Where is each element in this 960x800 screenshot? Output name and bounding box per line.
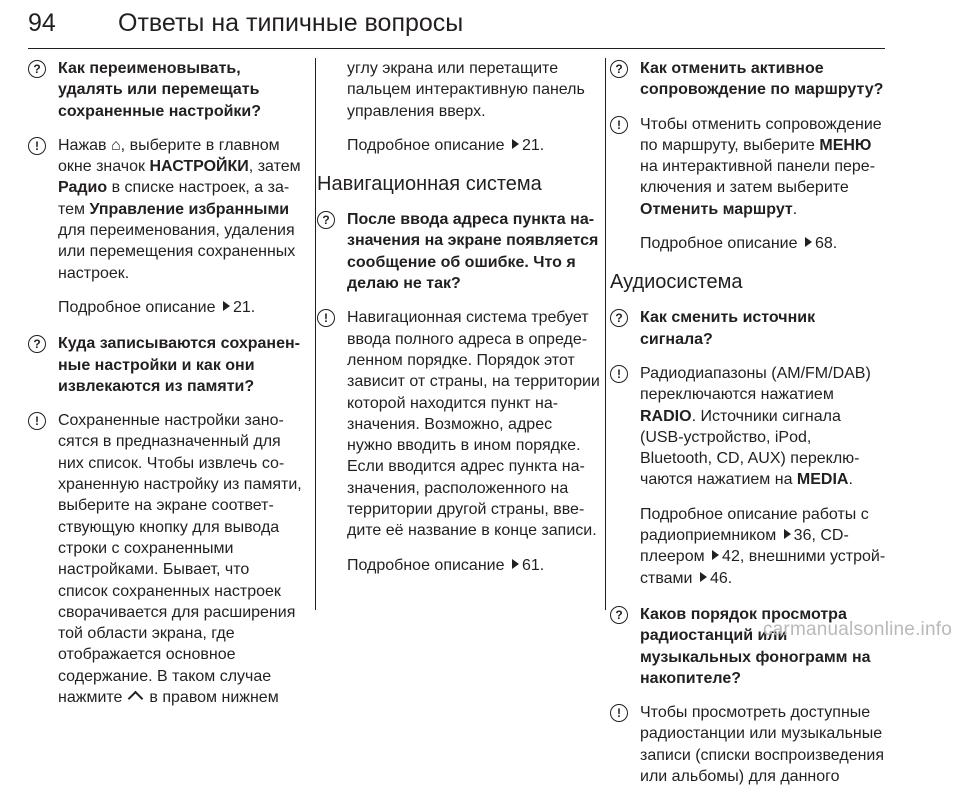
question-block bbox=[28, 58, 302, 122]
question-text: Куда записываются сохраненные настройки и как они извлекаются из памяти? bbox=[58, 335, 300, 395]
question-block bbox=[28, 333, 302, 397]
question-block bbox=[610, 307, 887, 350]
continued-text: углу экрана или перетащите пальцем интерактивную панель управления вверх. bbox=[347, 60, 585, 120]
question-icon: ? bbox=[28, 60, 46, 78]
info-icon: ! bbox=[610, 704, 628, 722]
answer-block bbox=[317, 307, 601, 541]
section-heading: Аудиосистема bbox=[610, 271, 743, 294]
question-icon: ? bbox=[610, 309, 628, 327]
watermark: carmanualsonline.info bbox=[762, 619, 952, 640]
reference-line: Подробное описание 21. bbox=[347, 136, 545, 154]
page-title: Ответы на типичные вопросы bbox=[118, 9, 464, 37]
reference-arrow-icon bbox=[223, 301, 230, 311]
reference-arrow-icon bbox=[712, 550, 719, 560]
question-icon: ? bbox=[610, 60, 628, 78]
column-divider bbox=[315, 58, 316, 610]
question-icon: ? bbox=[610, 606, 628, 624]
question-text: Каков порядок просмотра радиостанций или музыкальных фонограмм на накопителе? bbox=[640, 605, 871, 687]
question-block bbox=[317, 209, 601, 294]
question-icon: ? bbox=[28, 335, 46, 353]
question-text: Как отменить активное сопровождение по маршруту? bbox=[640, 60, 884, 99]
question-text: Как переименовывать, удалять или перемещать сохраненные настройки? bbox=[58, 60, 262, 120]
answer-block: ! Нажав ⌂, выберите в главном окне значок НАСТРОЙКИ, затем Радио в списке настроек, а затем Управление избранными для переименования, удаления или перемещения сохраненных настроек. bbox=[28, 135, 302, 284]
answer-block: ! Сохраненные настройки заносятся в предназначенный для них список. Чтобы извлечь сохраненную настройку из памяти, выберите на экране соответствующую кнопку для вывода строки с сохраненными настройками. Бывает, что список сохраненных настроек сворачивается для расширения той области экрана, где отображается основное содержание. В таком случае нажмите в правом нижнем bbox=[28, 410, 302, 708]
reference-arrow-icon bbox=[805, 237, 812, 247]
column-divider bbox=[605, 58, 606, 610]
answer-text: Чтобы просмотреть доступные радиостанции или музыкальные записи (списки воспроизведения или альбомы) для данного bbox=[640, 704, 885, 786]
answer-text: Навигационная система требует ввода полного адреса в определенном порядке. Порядок этот зависит от страны, на территории которой находится пункт назначения. Возможно, адрес нужно вводить в ином порядке. Если вводится адрес пункта назначения, расположенного на территории другой страны, введите её название в конце записи. bbox=[347, 309, 600, 540]
question-text: После ввода адреса пункта назначения на экране появляется сообщение об ошибке. Что я делаю не так? bbox=[347, 211, 599, 293]
reference-line: Подробное описание 68. bbox=[640, 235, 838, 253]
info-icon: ! bbox=[28, 412, 46, 430]
column-1 bbox=[28, 58, 302, 721]
info-icon: ! bbox=[28, 137, 46, 155]
reference-arrow-icon bbox=[700, 572, 707, 582]
chevron-up-icon bbox=[128, 691, 144, 707]
reference-arrow-icon bbox=[512, 559, 519, 569]
page-header bbox=[28, 6, 885, 49]
info-icon: ! bbox=[317, 309, 335, 327]
info-icon: ! bbox=[610, 116, 628, 134]
reference-arrow-icon bbox=[512, 139, 519, 149]
page-number: 94 bbox=[28, 9, 56, 37]
reference-line: Подробное описание 61. bbox=[347, 556, 545, 574]
answer-block: ! Чтобы отменить сопровождение по маршруту, выберите МЕНЮ на интерактивной панели переключения и затем выберите Отменить маршрут. bbox=[610, 114, 887, 220]
home-icon: ⌂ bbox=[111, 136, 121, 154]
info-icon: ! bbox=[610, 365, 628, 383]
question-icon: ? bbox=[317, 211, 335, 229]
reference-line: Подробное описание 21. bbox=[58, 298, 256, 316]
reference-line: Подробное описание работы с радиоприемником 36, CD-плеером 42, внешними устройствами 46. bbox=[640, 505, 886, 587]
question-text: Как сменить источник сигнала? bbox=[640, 309, 816, 348]
reference-arrow-icon bbox=[784, 529, 791, 539]
section-heading: Навигационная система bbox=[317, 173, 542, 196]
question-block bbox=[610, 604, 887, 689]
question-block bbox=[610, 58, 887, 101]
column-3 bbox=[610, 58, 887, 800]
answer-block bbox=[610, 702, 887, 787]
answer-block: ! Радиодиапазоны (AM/FM/DAB) переключаются нажатием RADIO. Источники сигнала (USB-устройство, iPod, Bluetooth, CD, AUX) переключаются нажатием на MEDIA. bbox=[610, 363, 887, 491]
column-2 bbox=[317, 58, 601, 591]
